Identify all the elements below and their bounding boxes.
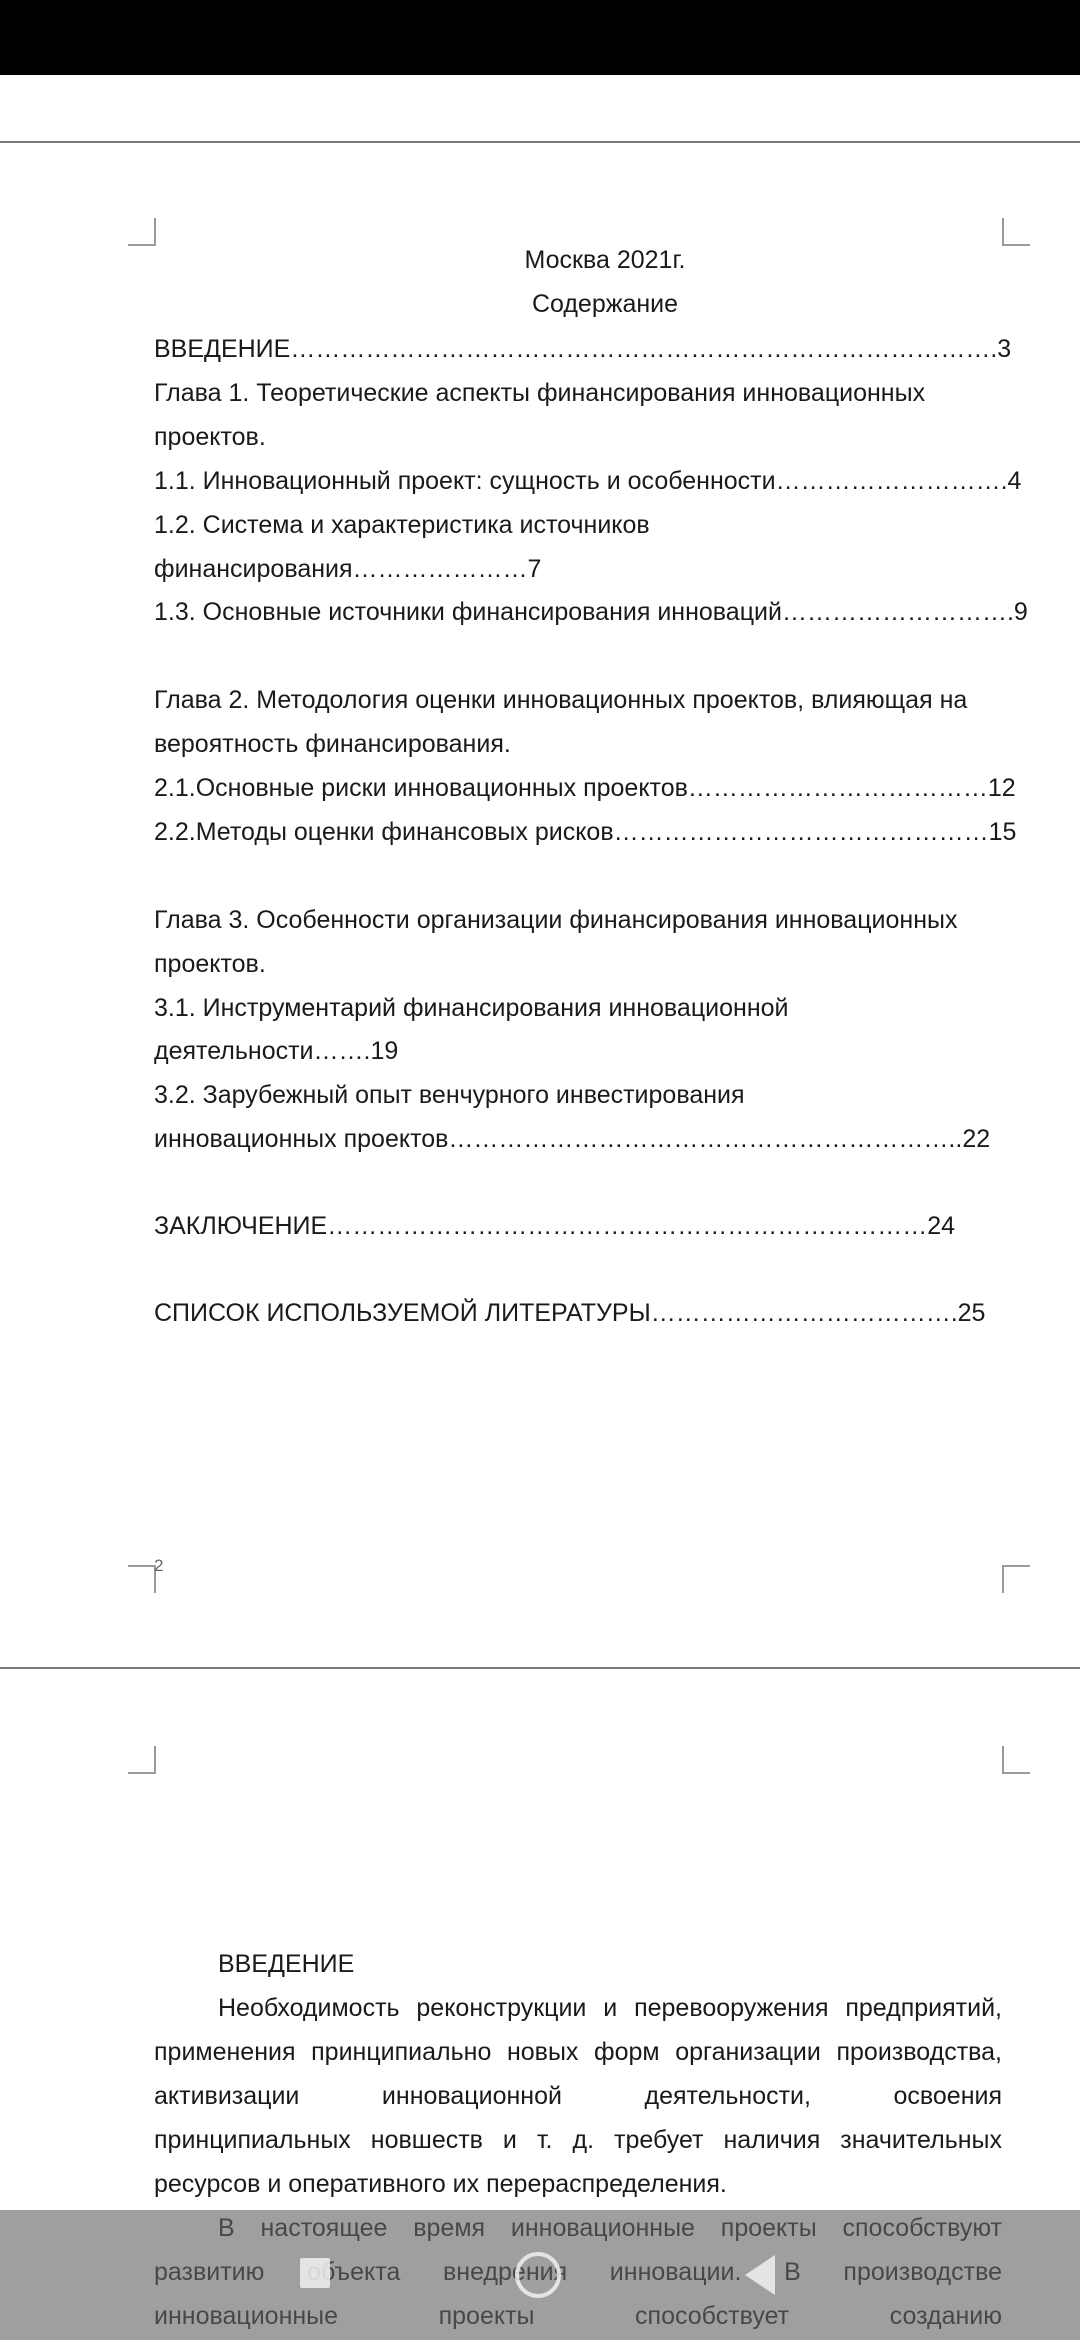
city-year: Москва 2021г. [524, 246, 686, 274]
page-top-edge [0, 141, 1080, 143]
toc-entry-1-2: 1.2. Система и характеристика источников [154, 511, 650, 539]
recent-apps-icon[interactable] [300, 2258, 330, 2288]
toc-chapter-1-cont: проектов. [154, 423, 266, 451]
toc-chapter-2-cont: вероятность финансирования. [154, 730, 511, 758]
back-icon[interactable] [745, 2255, 775, 2295]
toc-entry-3-1-cont: деятельности…….19 [154, 1037, 399, 1065]
toc-entry-3-1: 3.1. Инструментарий финансирования инновационной [154, 994, 789, 1022]
toc-entry-2-2: 2.2.Методы оценки финансовых рисков………………………………………15 [154, 818, 1017, 846]
toc-entry-3-2: 3.2. Зарубежный опыт венчурного инвестирования [154, 1081, 745, 1109]
margin-corner-top-right [1002, 218, 1030, 246]
margin-corner-bottom-right [1002, 1565, 1030, 1593]
para1-line-2: применения принципиально новых форм организации производства, [154, 2038, 1002, 2066]
toc-chapter-3: Глава 3. Особенности организации финансирования инновационных [154, 906, 958, 934]
toc-chapter-2: Глава 2. Методология оценки инновационных проектов, влияющая на [154, 686, 968, 714]
margin-corner-top-left-p2 [128, 1746, 156, 1774]
para1-line-1: Необходимость реконструкции и перевооружения предприятий, [218, 1994, 1002, 2022]
para1-line-3: активизации инновационной деятельности, освоения [154, 2082, 1002, 2110]
page-separator [0, 1667, 1080, 1669]
margin-corner-top-right-p2 [1002, 1746, 1030, 1774]
toc-title: Содержание [531, 290, 679, 318]
toc-entry-1-1: 1.1. Инновационный проект: сущность и особенности……………………….4 [154, 467, 1022, 495]
toc-chapter-1: Глава 1. Теоретические аспекты финансирования инновационных [154, 379, 926, 407]
toc-entry-conclusion: ЗАКЛЮЧЕНИЕ………………………………………………………………24 [154, 1212, 956, 1240]
status-bar [0, 0, 1080, 75]
toc-entry-3-2-cont: инновационных проектов……………………………………………………..22 [154, 1125, 991, 1153]
toc-entry-2-1: 2.1.Основные риски инновационных проектов………………………………12 [154, 774, 1016, 802]
para1-line-4: принципиальных новшеств и т. д. требует наличия значительных [154, 2126, 1002, 2154]
toc-entry-bibliography: СПИСОК ИСПОЛЬЗУЕМОЙ ЛИТЕРАТУРЫ……………………………….25 [154, 1299, 986, 1327]
navigation-bar [0, 2210, 1080, 2340]
margin-corner-top-left [128, 218, 156, 246]
page-number: 2 [154, 1556, 164, 1575]
para1-line-5: ресурсов и оперативного их перераспределения. [154, 2170, 727, 2198]
toc-entry-1-2-cont: финансирования…………………7 [154, 555, 542, 583]
toc-entry-introduction: ВВЕДЕНИЕ………………………………………………………………………….3 [154, 335, 1012, 363]
toc-entry-1-3: 1.3. Основные источники финансирования инноваций……………………….9 [154, 598, 1028, 626]
margin-corner-bottom-left [128, 1565, 156, 1593]
toc-chapter-3-cont: проектов. [154, 950, 266, 978]
section-heading-introduction: ВВЕДЕНИЕ [218, 1950, 355, 1978]
home-icon[interactable] [515, 2252, 561, 2298]
intro-paragraph-1 [154, 1986, 1002, 2206]
